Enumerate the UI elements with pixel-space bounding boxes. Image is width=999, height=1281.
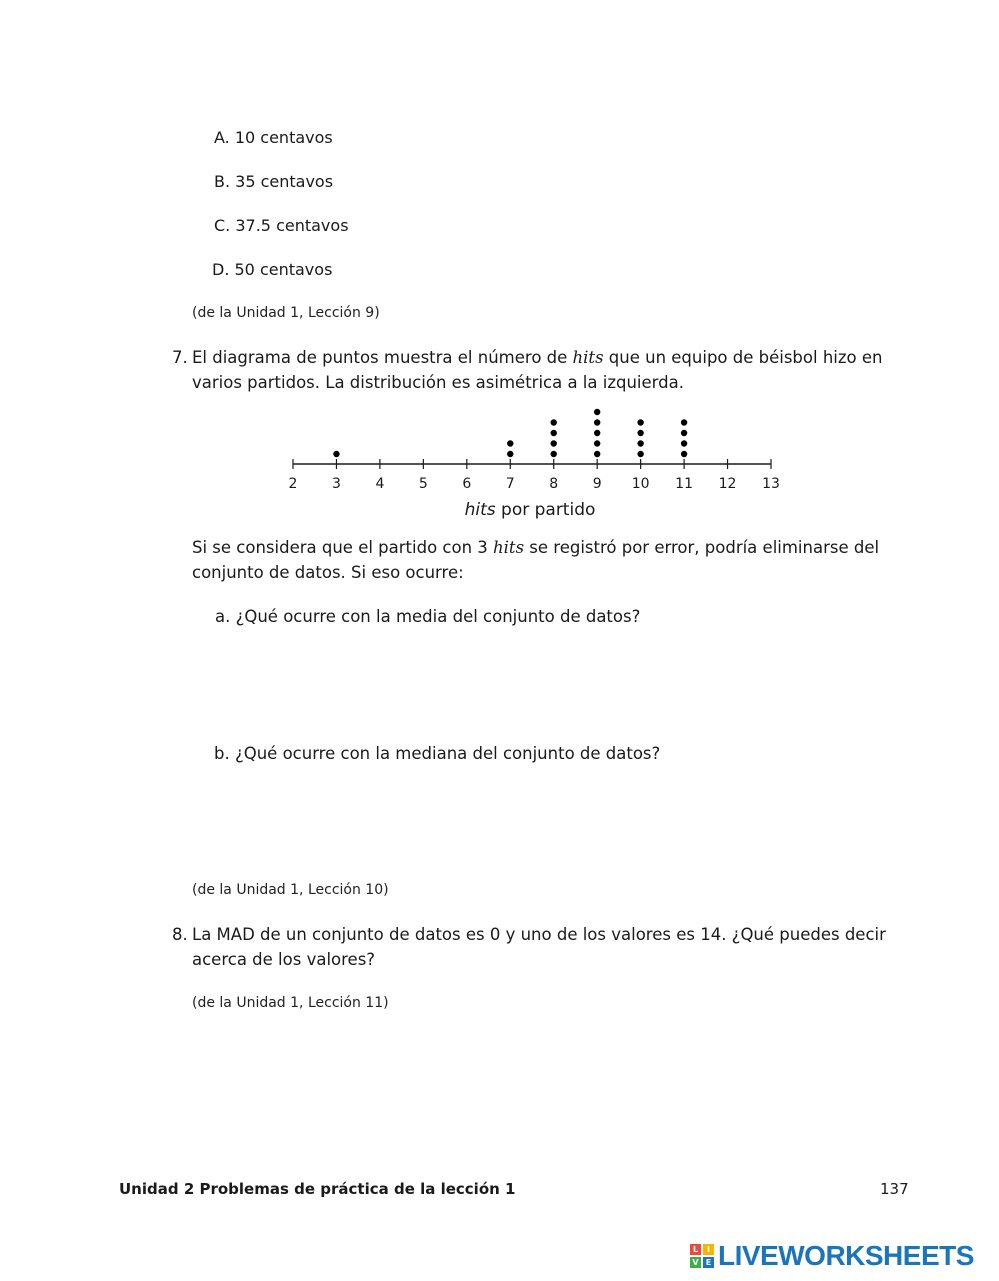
option-b-letter: B.	[214, 172, 231, 191]
option-c	[214, 216, 349, 235]
question-8-line-1: La MAD de un conjunto de datos es 0 y uno de los valores es 14. ¿Qué puedes decir	[192, 925, 886, 944]
option-c-text: 37.5 centavos	[235, 216, 349, 235]
logo-icon	[690, 1244, 714, 1268]
liveworksheets-logo	[690, 1240, 974, 1272]
dot-9-4	[594, 419, 600, 425]
q7-note-b: se registró por error, podría eliminarse del	[524, 538, 880, 557]
dot-9-2	[594, 440, 600, 446]
question-7a-text: ¿Qué ocurre con la media del conjunto de datos?	[235, 607, 641, 626]
dot-11-1	[681, 451, 687, 457]
x-axis-label	[465, 500, 596, 520]
dot-9-3	[594, 430, 600, 436]
option-d-letter: D.	[212, 260, 230, 279]
option-a	[214, 128, 333, 147]
question-7b-text: ¿Qué ocurre con la mediana del conjunto de datos?	[234, 744, 661, 763]
x-tick-label-9: 9	[592, 476, 602, 492]
dot-10-4	[637, 419, 643, 425]
reference-lesson-9: (de la Unidad 1, Lección 9)	[192, 305, 380, 321]
footer-title: Unidad 2 Problemas de práctica de la lección 1	[119, 1180, 516, 1198]
option-d	[212, 260, 332, 279]
option-d-text: 50 centavos	[234, 260, 333, 279]
dot-8-2	[551, 440, 557, 446]
question-7b	[214, 741, 660, 766]
option-c-letter: C.	[214, 216, 231, 235]
dot-7-1	[507, 451, 513, 457]
x-axis-label-rest: por partido	[495, 500, 596, 520]
option-a-letter: A.	[214, 128, 230, 147]
logo-text: LIVEWORKSHEETS	[718, 1240, 974, 1271]
option-a-text: 10 centavos	[234, 128, 333, 147]
question-7-line-1	[192, 345, 882, 370]
logo-tile-e: E	[703, 1257, 714, 1268]
dot-10-2	[637, 440, 643, 446]
question-7-note-line-1	[192, 535, 879, 560]
dot-10-1	[637, 451, 643, 457]
x-tick-label-6: 6	[462, 476, 472, 492]
x-tick-label-13: 13	[762, 476, 780, 492]
reference-lesson-11: (de la Unidad 1, Lección 11)	[192, 995, 389, 1011]
x-tick-label-3: 3	[331, 476, 341, 492]
question-8-line-2: acerca de los valores?	[192, 950, 376, 969]
option-b-text: 35 centavos	[235, 172, 334, 191]
x-tick-label-11: 11	[675, 476, 694, 492]
question-7b-letter: b.	[214, 744, 230, 763]
question-7-line-2: varios partidos. La distribución es asimétrica a la izquierda.	[192, 373, 684, 392]
x-tick-label-7: 7	[505, 476, 515, 492]
q7-line1-em: hits	[572, 348, 604, 367]
q7-line1-a: El diagrama de puntos muestra el número de	[192, 348, 573, 367]
option-b	[214, 172, 333, 191]
dot-9-5	[594, 409, 600, 415]
question-8-number: 8.	[172, 925, 188, 944]
dot-8-1	[551, 451, 557, 457]
dot-8-4	[551, 419, 557, 425]
q7-line1-b: que un equipo de béisbol hizo en	[603, 348, 883, 367]
dot-3-1	[333, 451, 339, 457]
x-tick-label-8: 8	[549, 476, 559, 492]
dot-7-2	[507, 440, 513, 446]
page-number: 137	[880, 1180, 909, 1198]
logo-tile-l: L	[690, 1244, 701, 1255]
logo-tile-i: I	[703, 1244, 714, 1255]
x-tick-label-10: 10	[631, 476, 650, 492]
dot-11-3	[681, 430, 687, 436]
question-7-note-line-2: conjunto de datos. Si eso ocurre:	[192, 563, 464, 582]
logo-tile-v: V	[690, 1257, 701, 1268]
dot-11-2	[681, 440, 687, 446]
question-7a	[215, 604, 640, 629]
reference-lesson-10: (de la Unidad 1, Lección 10)	[192, 882, 389, 898]
dot-9-1	[594, 451, 600, 457]
x-axis-label-em: hits	[464, 500, 496, 520]
x-tick-label-12: 12	[718, 476, 737, 492]
dot-plot	[280, 404, 790, 522]
dot-10-3	[637, 430, 643, 436]
q7-note-a: Si se considera que el partido con 3	[192, 538, 494, 557]
x-tick-label-5: 5	[418, 476, 428, 492]
question-7a-letter: a.	[215, 607, 231, 626]
dot-11-4	[681, 419, 687, 425]
dot-8-3	[551, 430, 557, 436]
q7-note-em: hits	[493, 538, 525, 557]
x-tick-label-4: 4	[375, 476, 385, 492]
question-7-number: 7.	[172, 348, 188, 367]
x-tick-label-2: 2	[288, 476, 298, 492]
